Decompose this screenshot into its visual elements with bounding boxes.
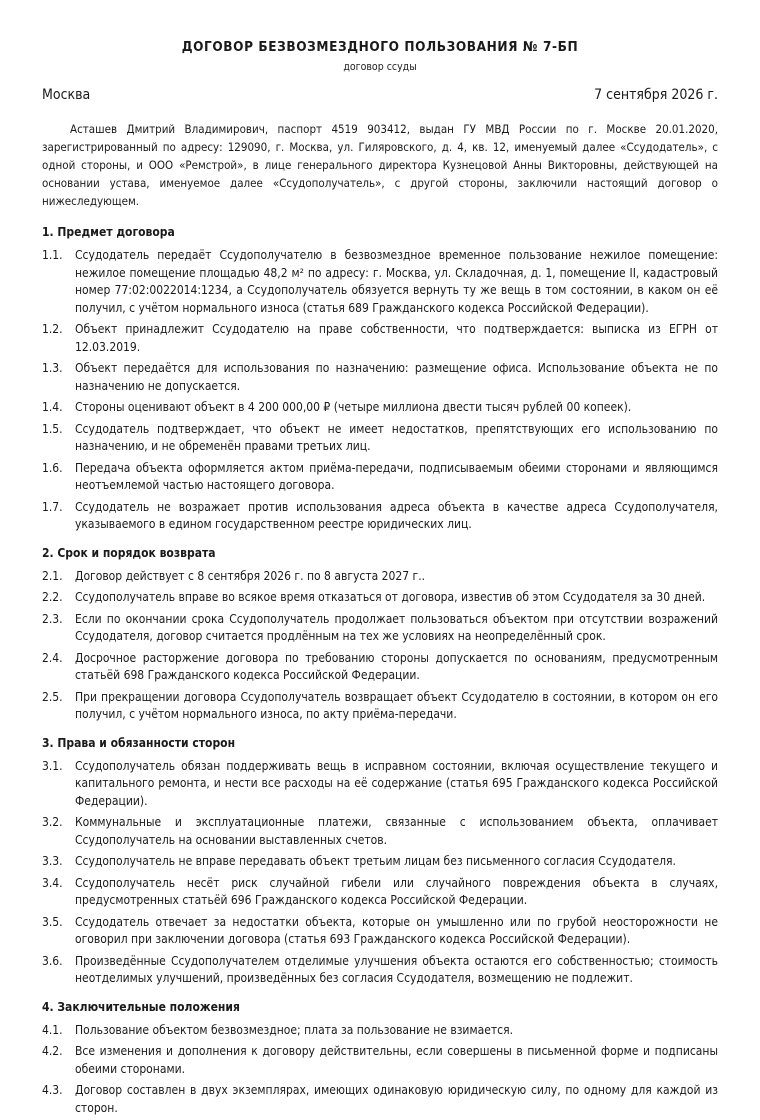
- contract-section: [42, 545, 718, 724]
- clause-text: Ссудодатель передаёт Ссудополучателю в безвозмездное временное пользование нежилое помещение: нежилое помещение площадью 48,2 м² по адресу: г. Москва, ул. Складочная, д. 1, помещение II, кадастровый номер 77:02:0022014:1234, а Ссудополучатель обязуется вернуть ту же вещь в том состоянии, в каком он её получил, с учётом нормального износа (статья 689 Гражданского кодекса Российской Федерации).: [75, 248, 718, 315]
- clause-number: 3.3.: [42, 854, 63, 868]
- clause: [42, 689, 718, 724]
- contract-section: [42, 735, 718, 988]
- clause-number: 4.3.: [42, 1083, 63, 1097]
- clause: [42, 499, 718, 534]
- clause-text: Ссудодатель отвечает за недостатки объекта, которые он умышленно или по грубой неосторожности не оговорил при заключении договора (статья 693 Гражданского кодекса Российской Федерации).: [75, 914, 718, 946]
- clause-number: 2.1.: [42, 568, 63, 583]
- document-subtitle: договор ссуды: [343, 61, 417, 73]
- clause-text: Досрочное расторжение договора по требованию стороны допускается по основаниям, предусмотренным статьёй 698 Гражданского кодекса Российской Федерации.: [75, 650, 718, 682]
- clause: [42, 914, 718, 949]
- clause: [42, 360, 718, 395]
- clause: [42, 875, 718, 910]
- clause-text: Передача объекта оформляется актом приёма-передачи, подписываемым обеими сторонами и являющимся неотъемлемой частью настоящего договора.: [75, 460, 718, 492]
- clause: [42, 568, 718, 586]
- clause: [42, 853, 718, 871]
- clause-number: 1.1.: [42, 248, 63, 262]
- clause: [42, 611, 718, 646]
- clause-text: Все изменения и дополнения к договору действительны, если совершены в письменной форме и подписаны обеими сторонами.: [75, 1044, 718, 1076]
- clause: [42, 321, 718, 356]
- clause-text: Ссудополучатель не вправе передавать объект третьим лицам без письменного согласия Ссудодателя.: [75, 854, 676, 868]
- clause-text: Ссудодатель не возражает против использования адреса объекта в качестве адреса Ссудополучателя, указываемого в едином государственном реестре юридических лиц.: [75, 499, 718, 531]
- clause-text: Ссудополучатель обязан поддерживать вещь в исправном состоянии, включая осуществление текущего и капитального ремонта, и нести все расходы на её содержание (статья 695 Гражданского кодекса Российской Федерации).: [75, 758, 718, 808]
- clause: [42, 1082, 718, 1117]
- clause-text: Объект передаётся для использования по назначению: размещение офиса. Использование объекта не по назначению не допускается.: [75, 361, 718, 393]
- clause: [42, 814, 718, 849]
- document-title: ДОГОВОР БЕЗВОЗМЕЗДНОГО ПОЛЬЗОВАНИЯ № 7-БП: [181, 39, 579, 55]
- section-title: 2. Срок и порядок возврата: [42, 545, 216, 560]
- clause-number: 2.2.: [42, 590, 63, 604]
- clause-number: 2.3.: [42, 611, 63, 626]
- clause-number: 3.5.: [42, 914, 63, 929]
- clause-text: Коммунальные и эксплуатационные платежи, связанные с использованием объекта, оплачивает Ссудополучатель на основании выставленных счетов.: [75, 815, 718, 847]
- clause-text: Ссудополучатель несёт риск случайной гибели или случайного повреждения объекта в случаях, предусмотренных статьёй 696 Гражданского кодекса Российской Федерации.: [75, 875, 718, 907]
- clause-text: Произведённые Ссудополучателем отделимые улучшения объекта остаются его собственностью; стоимость неотделимых улучшений, произведённых без согласия Ссудодателя, возмещению не подлежит.: [75, 953, 718, 985]
- clause: [42, 421, 718, 456]
- clause: [42, 758, 718, 811]
- contract-section: [42, 999, 718, 1118]
- clause-number: 1.3.: [42, 361, 63, 375]
- clause-number: 3.1.: [42, 758, 63, 773]
- section-title: 1. Предмет договора: [42, 225, 175, 239]
- clause-text: Стороны оценивают объект в 4 200 000,00 ₽ (четыре миллиона двести тысяч рублей 00 копеек).: [75, 400, 632, 414]
- clause-text: Договор составлен в двух экземплярах, имеющих одинаковую юридическую силу, по одному для каждой из сторон.: [75, 1083, 718, 1115]
- clause-number: 4.2.: [42, 1044, 63, 1058]
- clause: [42, 1043, 718, 1078]
- clause-number: 1.7.: [42, 499, 63, 514]
- clause-number: 1.5.: [42, 421, 63, 436]
- clause-text: Ссудополучатель вправе во всякое время отказаться от договора, известив об этом Ссудодателя за 30 дней.: [75, 590, 706, 604]
- clause-number: 3.4.: [42, 875, 63, 890]
- clause: [42, 589, 718, 607]
- clause-text: Объект принадлежит Ссудодателю на праве собственности, что подтверждается: выписка из ЕГРН от 12.03.2019.: [75, 322, 718, 354]
- clause: [42, 650, 718, 685]
- clause: [42, 399, 718, 417]
- clause-number: 1.2.: [42, 322, 63, 336]
- clause-number: 2.4.: [42, 650, 63, 665]
- clause: [42, 247, 718, 317]
- clause-text: Ссудодатель подтверждает, что объект не имеет недостатков, препятствующих его использованию по назначению, и не обременён правами третьих лиц.: [75, 421, 718, 453]
- document-city: Москва: [42, 87, 91, 103]
- contract-section: [42, 224, 718, 534]
- document-date: 7 сентября 2026 г.: [594, 87, 718, 103]
- clause-number: 1.6.: [42, 460, 63, 475]
- section-title: 3. Права и обязанности сторон: [42, 735, 236, 750]
- document-preamble: Асташев Дмитрий Владимирович, паспорт 4519 903412, выдан ГУ МВД России по г. Москве 20.01.2020, зарегистрированный по адресу: 129090, г. Москва, ул. Гиляровского, д. 4, кв. 12, именуемый далее «Ссудодатель», с одной стороны, и ООО «Ремстрой», в лице генерального директора Кузнецовой Анны Викторовны, действующей на основании устава, именуемое далее «Ссудополучатель», с другой стороны, заключили настоящий договор о нижеследующем.: [42, 122, 718, 208]
- clause-number: 3.6.: [42, 953, 63, 968]
- clause-text: Договор действует с 8 сентября 2026 г. по 8 августа 2027 г..: [75, 568, 426, 583]
- document-sections: [42, 224, 718, 1117]
- clause-text: Если по окончании срока Ссудополучатель продолжает пользоваться объектом при отсутствии возражений Ссудодателя, договор считается продлённым на тех же условиях на неопределённый срок.: [75, 611, 718, 643]
- clause: [42, 1022, 718, 1040]
- clause-text: При прекращении договора Ссудополучатель возвращает объект Ссудодателю в состоянии, в котором он его получил, с учётом нормального износа, по акту приёма-передачи.: [75, 689, 718, 721]
- clause-text: Пользование объектом безвозмездное; плата за пользование не взимается.: [75, 1022, 513, 1037]
- clause-number: 2.5.: [42, 689, 63, 704]
- clause-number: 3.2.: [42, 815, 63, 829]
- document-meta: [42, 86, 718, 104]
- clause-number: 1.4.: [42, 400, 63, 414]
- clause-number: 4.1.: [42, 1022, 63, 1037]
- clause: [42, 953, 718, 988]
- section-title: 4. Заключительные положения: [42, 999, 240, 1014]
- clause: [42, 460, 718, 495]
